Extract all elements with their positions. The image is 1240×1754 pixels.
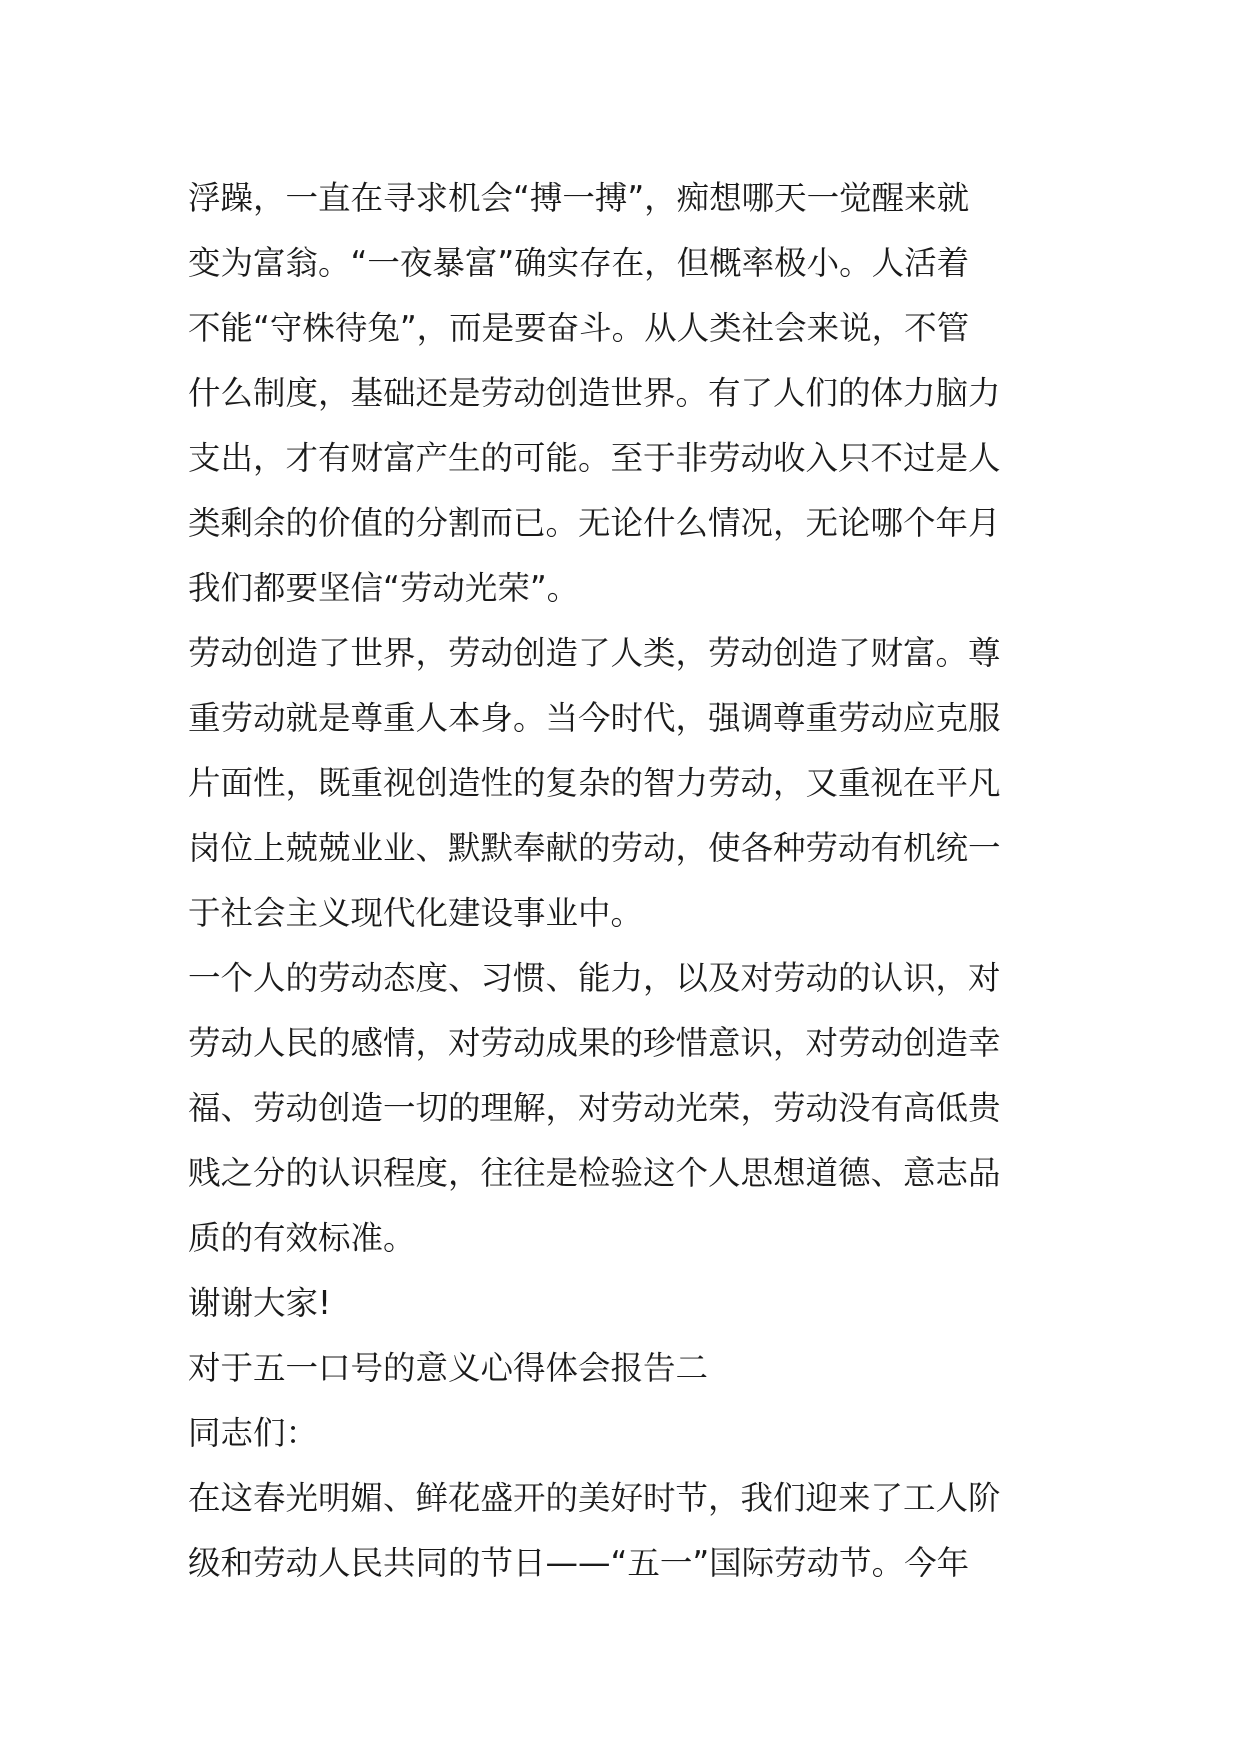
text-line: 浮躁，一直在寻求机会“搏一搏”，痴想哪天一觉醒来就	[188, 179, 970, 217]
text-line: 不能“守株待兔”，而是要奋斗。从人类社会来说，不管	[188, 309, 970, 347]
closing-line: 谢谢大家!	[188, 1284, 332, 1322]
text-line: 劳动创造了世界，劳动创造了人类，劳动创造了财富。尊	[188, 634, 1001, 672]
text-line: 变为富翁。“一夜暴富”确实存在，但概率极小。人活着	[188, 244, 970, 282]
text-line: 岗位上兢兢业业、默默奉献的劳动，使各种劳动有机统一	[188, 829, 1001, 867]
salutation: 同志们：	[188, 1414, 319, 1452]
text-line: 贱之分的认识程度，往往是检验这个人思想道德、意志品	[188, 1154, 1001, 1192]
text-line: 什么制度，基础还是劳动创造世界。有了人们的体力脑力	[188, 374, 1001, 412]
text-line: 支出，才有财富产生的可能。至于非劳动收入只不过是人	[188, 439, 1001, 477]
text-line: 福、劳动创造一切的理解，对劳动光荣，劳动没有高低贵	[188, 1089, 1001, 1127]
text-line: 质的有效标准。	[188, 1219, 416, 1257]
text-line: 级和劳动人民共同的节日——“五一”国际劳动节。今年	[188, 1544, 970, 1582]
body-text	[188, 166, 1064, 1596]
text-line: 类剩余的价值的分割而已。无论什么情况，无论哪个年月	[188, 504, 1001, 542]
text-line: 于社会主义现代化建设事业中。	[188, 894, 644, 932]
section-title: 对于五一口号的意义心得体会报告二	[188, 1349, 709, 1387]
text-line: 我们都要坚信“劳动光荣”。	[188, 569, 580, 607]
text-line: 片面性，既重视创造性的复杂的智力劳动，又重视在平凡	[188, 764, 1001, 802]
text-line: 一个人的劳动态度、习惯、能力，以及对劳动的认识，对	[188, 959, 1001, 997]
text-line: 劳动人民的感情，对劳动成果的珍惜意识，对劳动创造幸	[188, 1024, 1001, 1062]
text-line: 在这春光明媚、鲜花盛开的美好时节，我们迎来了工人阶	[188, 1479, 1001, 1517]
text-line: 重劳动就是尊重人本身。当今时代，强调尊重劳动应克服	[188, 699, 1001, 737]
